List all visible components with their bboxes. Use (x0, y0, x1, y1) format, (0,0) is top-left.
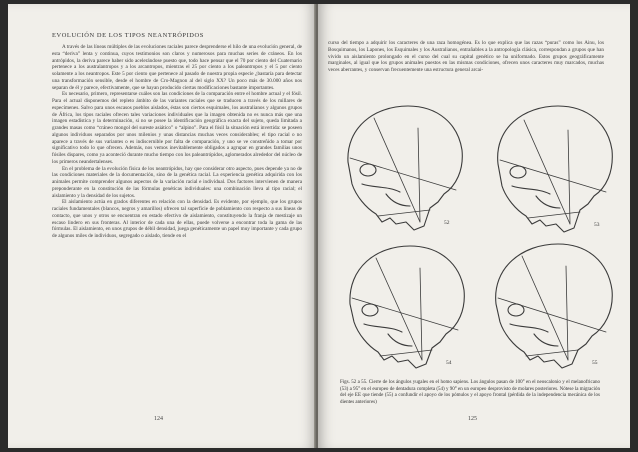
skull-figure-55 (496, 244, 613, 368)
figure-label-54: 54 (446, 360, 452, 366)
right-page (318, 4, 630, 448)
skull-figure-53 (498, 106, 613, 232)
right-body-text (328, 40, 604, 74)
left-body-text (52, 44, 302, 240)
skull-figure-52 (348, 106, 462, 230)
figure-label-55: 55 (592, 360, 598, 366)
figure-label-52: 52 (444, 220, 450, 226)
figure-label-53: 53 (594, 222, 600, 228)
paragraph-continued: curso del tiempo a adquirir los caracteres de una raza homogénea. Es lo que explica que las razas “puras” como los Ainu, los Bosquimanos, los Lapones, los Esquimales y los Australianos, entrañables a la antropología clásica, correspondan a grupos que han vivido un aislamiento prolongado en el curso del cual su capital genético se ha uniformado. Estos grupos geográficamente marginales, al igual que los grupos animales puestos en las mismas condiciones, ofrecen unos caracteres muy marcados, muchas veces aberrantes, y conservan frecuentemente una estructura general arcai- (328, 40, 604, 73)
chapter-heading: EVOLUCIÓN DE LOS TIPOS NEANTRÓPIDOS (52, 32, 204, 39)
figure-caption: Figs. 52 a 55. Cierre de los ángulos yugales en el homo sapiens. Los ángulos pasan de 100° en el neoscalonio y el melanofricano (53) a 95° en el europeo de dentadura completa (54) y 90° en un europeo desprovisto de molares posteriores. Nótese la migración del eje EE que tiende (55) a confundir el apoyo de los pómulos y el apoyo frontal (pérdida de la independencia mecánica de los dientes anteriores) (340, 380, 600, 405)
skull-figures (326, 98, 622, 370)
page-number-left: 124 (154, 416, 163, 422)
paragraph-4: El aislamiento actúa en grados diferentes en relación con la densidad. Es evidente, por ejemplo, que los grupos raciales fundamentales (blancos, negros y amarillos) ofrecen tal superficie de poblamiento con respecto a sus líneas de contacto, que unos y otros se encuentran en estado efectivo de aislamiento, constituyendo la franja de mestizaje un escaso lindero en sus fronteras. Al interior de cada una de ellas, puede volverse a encontrar toda la gama de las fórmulas. El aislamiento, en unos grupos de débil densidad, juega genéticamente un papel muy importante y cada grupo de algunos miles de individuos, segregado o aislado, tiende en el (52, 199, 302, 239)
skull-figure-54 (350, 246, 464, 368)
page-number-right: 125 (468, 416, 477, 422)
paragraph-3: En el problema de la evolución física de los neantrópidos, hay que considerar otro aspecto, pues depende ya no de las condiciones materiales de la documentación, sino de la genética racial. La experiencia genética adquirida con los animales permite comprender algunos aspectos de la variación racial e individual. Dos factores intervienen de manera preponderante en la constitución de las fórmulas genéticas individuales: una combinación lleva al tipo racial; el aislamiento y la densidad de los sujetos. (52, 165, 302, 199)
skull-diagrams-svg (326, 98, 622, 370)
paragraph-1: A través de las líneas múltiples de las evoluciones raciales parece desprenderse el hilo de una evolución general, de esta “deriva” lenta y continua, cuyos testimonios son claros y numerosos para muchas series de cráneos. En los antrópidos, la deriva parece haber sido acelerándose puesto que, todo hace pensar que el 70 por ciento del Cuaternario pertenece a los australantropos y a los arcantropos, mientras el 25 por ciento a los paleantropos y el 5 por ciento solamente a los neantropos. Este 5 por ciento que pertenece al pasado de nuestra propia especie ¿bastaría para detectar una transformación sensible, desde el hombre de Cro-Magnon al del siglo XX? Un poco más de 30.000 años nos separan de él y parece, efectivamente, que se hayan producido ciertas modificaciones bastante importantes. (52, 44, 302, 91)
paragraph-2: Es necesario, primero, representarse cuáles son las condiciones de la comparación entre el hombre actual y el fósil. Para el actual disponemos del repleto ámbito de las variantes raciales que se traducen a través de los millares de especímenes. Salvo para unos escasos pueblos aislados, éstas son ciertos esquimales, los australianos y algunos grupos de África, los tipos raciales ofrecen tales variaciones individuales que la imagen obtenida no es nunca más que una imagen estadística y la determinación, si no se posee la identificación geográfica exacta del sujeto, queda limitada a grandes masas como “cráneo mongol del sureste asiático” o “alpino”. Para el fósil la situación está invertida: se poseen algunos individuos separados por unos milenios y unas distancias muchas veces considerables; el tipo racial o no aparece a través de sus variantes o es indiscernible por falta de comparación, y uno se ve constreñido a tomar por significativo todo lo que ofrecen. Además, nos vemos inevitablemente obligados a agrupar en grandes familias unos fósiles dispares, como ya aconteció durante mucho tiempo con los paleantrópidos, aglomerados alrededor del núcleo de los primeros neandertalenses. (52, 91, 302, 165)
left-page (8, 4, 316, 448)
